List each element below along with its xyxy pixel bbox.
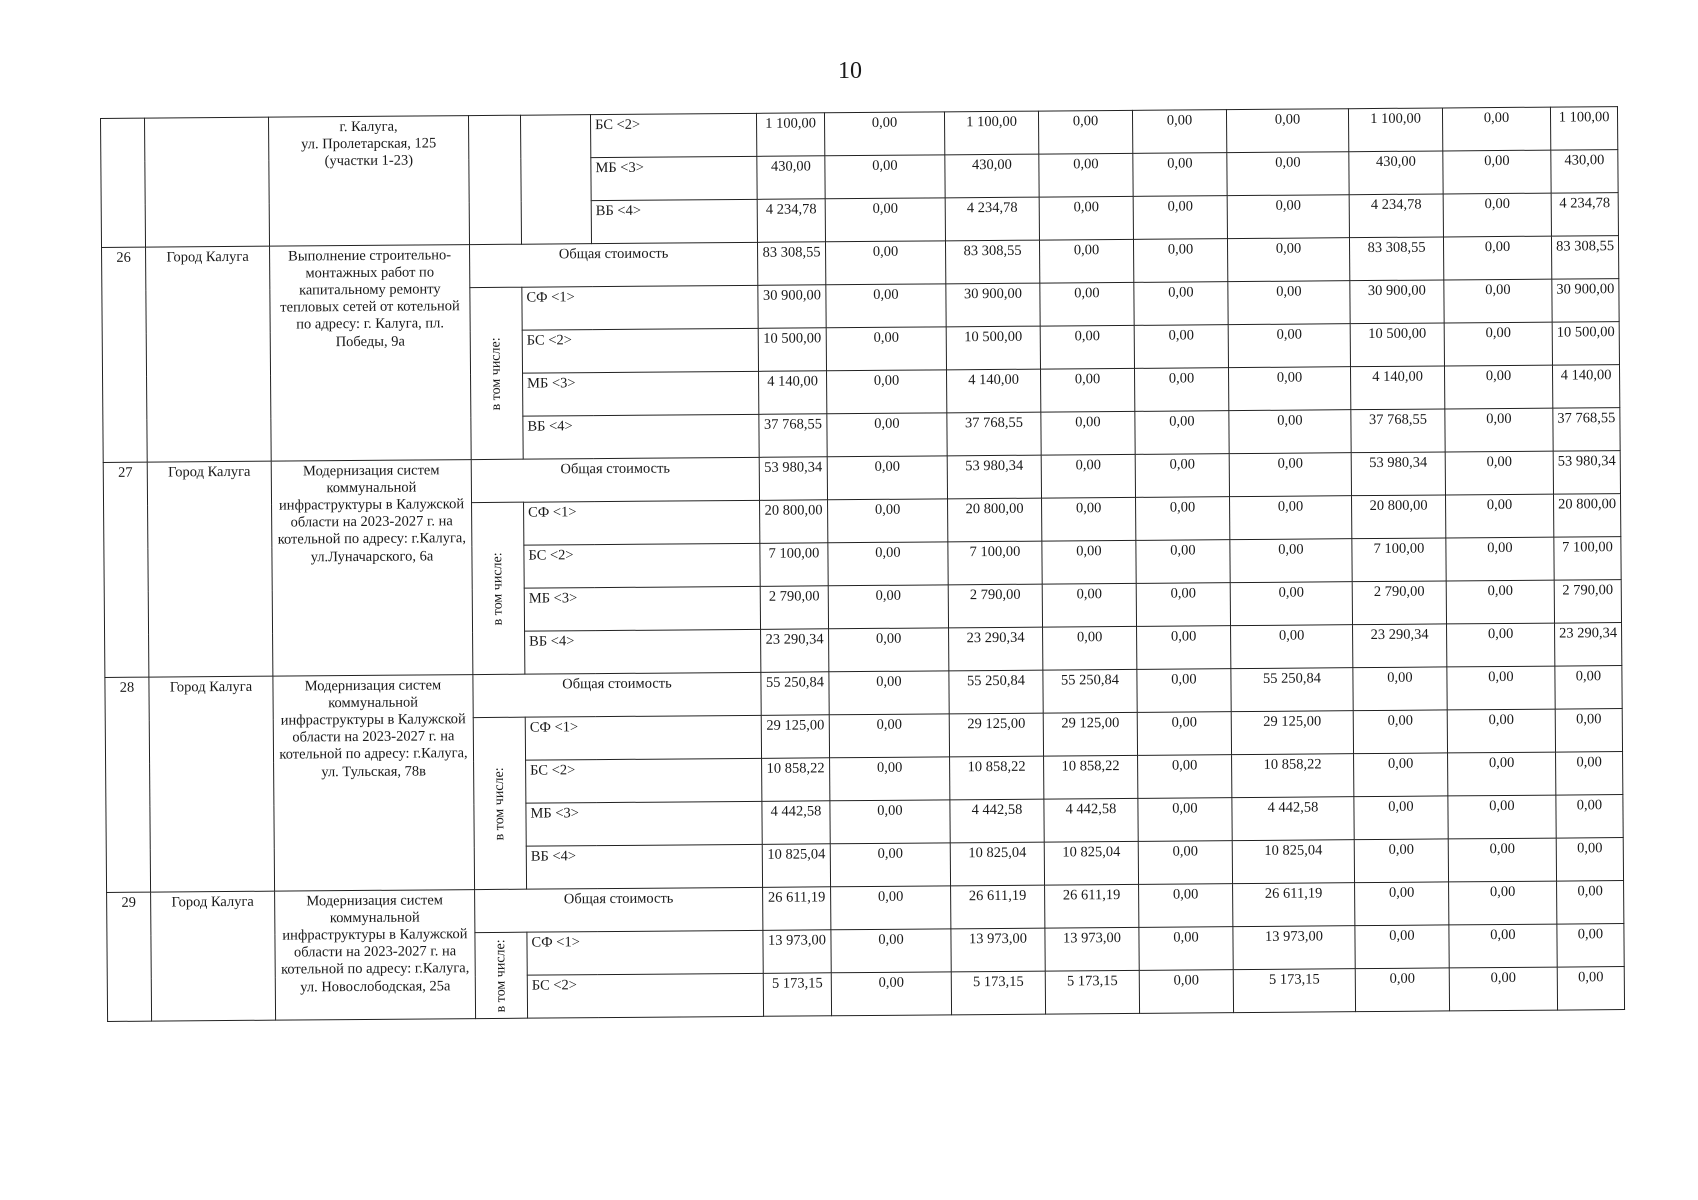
value-cell: 10 500,00 — [1552, 322, 1619, 366]
value-cell: 55 250,84 — [1043, 669, 1137, 713]
value-cell: 0,00 — [1229, 410, 1351, 454]
value-cell: 0,00 — [831, 929, 951, 973]
value-cell: 0,00 — [1353, 667, 1447, 711]
in-total-label: в том числе: — [491, 766, 507, 840]
total-cost-label: Общая стоимость — [470, 242, 758, 287]
value-cell: 4 234,78 — [757, 199, 825, 243]
value-cell: 0,00 — [825, 198, 945, 242]
value-cell: 83 308,55 — [1349, 237, 1443, 281]
funding-source-label: СФ <1> — [525, 715, 761, 760]
value-cell: 430,00 — [1349, 151, 1443, 195]
value-cell: 4 442,58 — [950, 799, 1044, 843]
funding-source-label: МБ <3> — [591, 156, 757, 200]
value-cell: 5 173,15 — [1045, 970, 1139, 1014]
value-cell: 37 768,55 — [947, 412, 1041, 456]
value-cell: 0,00 — [827, 456, 947, 500]
value-cell: 0,00 — [1039, 196, 1133, 240]
value-cell: 0,00 — [1447, 666, 1555, 710]
value-cell: 4 140,00 — [947, 369, 1041, 413]
value-cell: 0,00 — [1228, 324, 1350, 368]
value-cell: 13 973,00 — [1045, 927, 1139, 971]
value-cell: 37 768,55 — [759, 414, 827, 458]
value-cell: 0,00 — [1556, 752, 1623, 796]
in-total-cell — [470, 287, 523, 459]
value-cell: 0,00 — [1556, 838, 1623, 882]
page-number: 10 — [838, 58, 862, 84]
value-cell: 0,00 — [825, 155, 945, 199]
value-cell: 4 442,58 — [1044, 798, 1138, 842]
value-cell: 23 290,34 — [1555, 623, 1622, 667]
value-cell: 0,00 — [1135, 454, 1229, 498]
value-cell: 0,00 — [1135, 411, 1229, 455]
value-cell: 0,00 — [1042, 540, 1136, 584]
value-cell: 0,00 — [1230, 539, 1352, 583]
value-cell: 0,00 — [1136, 540, 1230, 584]
value-cell: 4 442,58 — [1232, 797, 1354, 841]
value-cell: 0,00 — [830, 800, 950, 844]
project-name-cell: Модернизация систем коммунальной инфраструктуры в Калужской области на 2023-2027 г. на котельной по адресу: г.Калуга, ул. Тульская, 78в — [273, 675, 475, 892]
value-cell: 10 825,04 — [1044, 841, 1138, 885]
value-cell: 0,00 — [1041, 368, 1135, 412]
project-name-cell: г. Калуга, ул. Пролетарская, 125 (участки 1-23) — [268, 116, 469, 247]
value-cell: 4 140,00 — [759, 371, 827, 415]
value-cell: 29 125,00 — [1231, 711, 1353, 755]
value-cell: 0,00 — [1230, 496, 1352, 540]
value-cell: 0,00 — [827, 370, 947, 414]
value-cell: 0,00 — [1443, 193, 1551, 237]
value-cell: 1 100,00 — [1550, 107, 1617, 151]
value-cell: 0,00 — [830, 843, 950, 887]
value-cell: 0,00 — [1136, 583, 1230, 627]
value-cell: 5 173,15 — [1233, 969, 1355, 1013]
value-cell: 0,00 — [1353, 710, 1447, 754]
value-cell: 4 234,78 — [1551, 193, 1618, 237]
value-cell: 0,00 — [1227, 152, 1349, 196]
budget-sheet — [100, 106, 1625, 1022]
value-cell: 30 900,00 — [1552, 279, 1619, 323]
value-cell: 10 858,22 — [1232, 754, 1354, 798]
value-cell: 0,00 — [826, 284, 946, 328]
value-cell: 0,00 — [826, 327, 946, 371]
funding-source-label: СФ <1> — [524, 500, 760, 545]
value-cell: 29 125,00 — [761, 715, 829, 759]
value-cell: 4 140,00 — [1350, 366, 1444, 410]
value-cell: 0,00 — [828, 542, 948, 586]
value-cell: 83 308,55 — [945, 240, 1039, 284]
value-cell: 20 800,00 — [948, 498, 1042, 542]
value-cell: 1 100,00 — [756, 113, 824, 157]
value-cell: 5 173,15 — [951, 971, 1045, 1015]
value-cell: 37 768,55 — [1553, 408, 1620, 452]
value-cell: 83 308,55 — [1551, 236, 1618, 280]
value-cell: 0,00 — [1557, 881, 1624, 925]
value-cell: 0,00 — [1040, 325, 1134, 369]
value-cell: 23 290,34 — [1353, 624, 1447, 668]
value-cell: 0,00 — [1043, 626, 1137, 670]
value-cell: 0,00 — [1137, 669, 1231, 713]
value-cell: 13 973,00 — [763, 930, 831, 974]
value-cell: 29 125,00 — [1043, 712, 1137, 756]
value-cell: 0,00 — [1138, 755, 1232, 799]
spacer-cell — [520, 115, 591, 245]
value-cell: 0,00 — [1448, 795, 1556, 839]
value-cell: 4 234,78 — [945, 197, 1039, 241]
value-cell: 0,00 — [827, 413, 947, 457]
funding-source-label: ВБ <4> — [526, 844, 762, 889]
value-cell: 0,00 — [1040, 282, 1134, 326]
total-cost-label: Общая стоимость — [471, 457, 759, 502]
value-cell: 0,00 — [1133, 196, 1227, 240]
funding-source-label: БС <2> — [526, 758, 762, 803]
value-cell: 0,00 — [1227, 238, 1349, 282]
value-cell: 0,00 — [1042, 583, 1136, 627]
value-cell: 30 900,00 — [758, 285, 826, 329]
value-cell: 7 100,00 — [1554, 537, 1621, 581]
value-cell: 0,00 — [1449, 924, 1557, 968]
value-cell: 2 790,00 — [1352, 581, 1446, 625]
value-cell: 0,00 — [824, 112, 944, 156]
value-cell: 0,00 — [1134, 368, 1228, 412]
value-cell: 10 825,04 — [762, 844, 830, 888]
project-name-cell: Выполнение строительно-монтажных работ по капитальному ремонту тепловых сетей от котельной по адресу: г. Калуга, пл. Победы, 9а — [270, 245, 472, 462]
value-cell: 0,00 — [1449, 881, 1557, 925]
value-cell: 2 790,00 — [1554, 580, 1621, 624]
value-cell: 0,00 — [1226, 109, 1348, 153]
value-cell: 0,00 — [831, 886, 951, 930]
funding-source-label: СФ <1> — [522, 285, 758, 330]
value-cell: 37 768,55 — [1351, 409, 1445, 453]
budget-table — [100, 106, 1625, 1022]
value-cell: 0,00 — [1447, 709, 1555, 753]
in-total-label: в том числе: — [487, 336, 504, 410]
value-cell: 7 100,00 — [948, 541, 1042, 585]
value-cell: 0,00 — [1444, 279, 1552, 323]
value-cell: 20 800,00 — [1553, 494, 1620, 538]
value-cell: 430,00 — [757, 156, 825, 200]
value-cell: 0,00 — [1134, 325, 1228, 369]
value-cell: 0,00 — [831, 972, 951, 1016]
value-cell: 26 611,19 — [1233, 883, 1355, 927]
value-cell: 0,00 — [1038, 110, 1132, 154]
value-cell: 0,00 — [1446, 537, 1554, 581]
value-cell: 13 973,00 — [951, 928, 1045, 972]
value-cell: 0,00 — [1041, 454, 1135, 498]
value-cell: 55 250,84 — [949, 670, 1043, 714]
value-cell: 0,00 — [830, 757, 950, 801]
row-number-cell: 28 — [105, 677, 151, 892]
value-cell: 0,00 — [1354, 839, 1448, 883]
municipality-cell: Город Калуга — [151, 891, 276, 1021]
value-cell: 0,00 — [1355, 925, 1449, 969]
in-total-cell — [472, 502, 525, 674]
value-cell: 0,00 — [828, 585, 948, 629]
funding-source-label: ВБ <4> — [523, 414, 759, 459]
value-cell: 10 500,00 — [946, 326, 1040, 370]
value-cell: 1 100,00 — [1348, 108, 1442, 152]
in-total-label: в том числе: — [492, 938, 509, 1012]
value-cell: 55 250,84 — [761, 672, 829, 716]
value-cell: 0,00 — [1136, 497, 1230, 541]
value-cell: 0,00 — [1137, 626, 1231, 670]
value-cell: 0,00 — [1138, 841, 1232, 885]
value-cell: 0,00 — [1134, 282, 1228, 326]
value-cell: 10 500,00 — [758, 328, 826, 372]
in-total-cell — [473, 717, 526, 889]
in-total-label: в том числе: — [489, 551, 506, 625]
value-cell: 0,00 — [1446, 580, 1554, 624]
value-cell: 55 250,84 — [1231, 668, 1353, 712]
municipality-cell: Город Калуга — [149, 676, 275, 892]
value-cell: 23 290,34 — [949, 627, 1043, 671]
value-cell: 13 973,00 — [1233, 926, 1355, 970]
value-cell: 10 858,22 — [950, 756, 1044, 800]
value-cell: 10 858,22 — [762, 758, 830, 802]
value-cell: 20 800,00 — [1352, 495, 1446, 539]
funding-source-label: БС <2> — [590, 113, 756, 157]
project-name-cell: Модернизация систем коммунальной инфраструктуры в Калужской области на 2023-2027 г. на котельной по адресу: г.Калуга, ул. Новослободская, 25а — [275, 890, 476, 1021]
value-cell: 0,00 — [1042, 497, 1136, 541]
value-cell: 0,00 — [1229, 453, 1351, 497]
value-cell: 0,00 — [1354, 796, 1448, 840]
funding-source-label: БС <2> — [522, 328, 758, 373]
value-cell: 4 442,58 — [762, 801, 830, 845]
value-cell: 0,00 — [1444, 365, 1552, 409]
value-cell: 0,00 — [829, 714, 949, 758]
value-cell: 53 980,34 — [947, 455, 1041, 499]
table-body — [101, 107, 1625, 1022]
value-cell: 5 173,15 — [763, 973, 831, 1017]
value-cell: 0,00 — [1354, 753, 1448, 797]
value-cell: 0,00 — [1133, 153, 1227, 197]
value-cell: 26 611,19 — [1045, 884, 1139, 928]
value-cell: 2 790,00 — [948, 584, 1042, 628]
in-total-cell — [468, 115, 521, 244]
value-cell: 0,00 — [1442, 107, 1550, 151]
value-cell: 0,00 — [1228, 367, 1350, 411]
value-cell: 0,00 — [1556, 795, 1623, 839]
project-name-cell: Модернизация систем коммунальной инфраструктуры в Калужской области на 2023-2027 г. на котельной по адресу: г.Калуга, ул.Луначарского, 6а — [271, 460, 473, 677]
value-cell: 0,00 — [1231, 625, 1353, 669]
value-cell: 0,00 — [1448, 752, 1556, 796]
value-cell: 0,00 — [1227, 195, 1349, 239]
value-cell: 10 500,00 — [1350, 323, 1444, 367]
value-cell: 0,00 — [1443, 150, 1551, 194]
value-cell: 0,00 — [1039, 239, 1133, 283]
value-cell: 0,00 — [1041, 411, 1135, 455]
in-total-cell — [475, 932, 528, 1018]
value-cell: 0,00 — [1557, 924, 1624, 968]
value-cell: 0,00 — [1230, 582, 1352, 626]
municipality-cell: Город Калуга — [147, 461, 273, 677]
value-cell: 0,00 — [1228, 281, 1350, 325]
value-cell: 2 790,00 — [760, 586, 828, 630]
value-cell: 0,00 — [1132, 110, 1226, 154]
value-cell: 0,00 — [1555, 666, 1622, 710]
row-number-cell: 29 — [107, 892, 152, 1021]
value-cell: 430,00 — [1551, 150, 1618, 194]
value-cell: 53 980,34 — [1351, 452, 1445, 496]
value-cell: 0,00 — [1355, 882, 1449, 926]
value-cell: 20 800,00 — [760, 500, 828, 544]
value-cell: 0,00 — [829, 628, 949, 672]
value-cell: 29 125,00 — [949, 713, 1043, 757]
value-cell: 0,00 — [1445, 408, 1553, 452]
value-cell: 0,00 — [1445, 451, 1553, 495]
value-cell: 10 858,22 — [1044, 755, 1138, 799]
value-cell: 26 611,19 — [951, 885, 1045, 929]
value-cell: 0,00 — [829, 671, 949, 715]
municipality-cell — [145, 117, 270, 247]
value-cell: 4 140,00 — [1552, 365, 1619, 409]
funding-source-label: БС <2> — [527, 973, 763, 1018]
funding-source-label: СФ <1> — [527, 930, 763, 975]
value-cell: 0,00 — [1449, 967, 1557, 1011]
value-cell: 10 825,04 — [1232, 840, 1354, 884]
funding-source-label: МБ <3> — [524, 586, 760, 631]
value-cell: 0,00 — [1448, 838, 1556, 882]
row-number-cell — [101, 118, 146, 247]
value-cell: 0,00 — [1355, 968, 1449, 1012]
value-cell: 0,00 — [1446, 494, 1554, 538]
value-cell: 0,00 — [1557, 967, 1624, 1011]
value-cell: 0,00 — [1443, 236, 1551, 280]
value-cell: 53 980,34 — [759, 457, 827, 501]
value-cell: 30 900,00 — [1350, 280, 1444, 324]
funding-source-label: МБ <3> — [526, 801, 762, 846]
funding-source-label: МБ <3> — [523, 371, 759, 416]
value-cell: 0,00 — [825, 241, 945, 285]
value-cell: 1 100,00 — [944, 111, 1038, 155]
value-cell: 0,00 — [1447, 623, 1555, 667]
value-cell: 0,00 — [1039, 153, 1133, 197]
value-cell: 0,00 — [1133, 239, 1227, 283]
value-cell: 26 611,19 — [763, 887, 831, 931]
municipality-cell: Город Калуга — [146, 246, 272, 462]
funding-source-label: ВБ <4> — [525, 629, 761, 674]
value-cell: 0,00 — [1138, 798, 1232, 842]
value-cell: 0,00 — [1139, 927, 1233, 971]
row-number-cell: 26 — [102, 247, 148, 462]
value-cell: 7 100,00 — [1352, 538, 1446, 582]
value-cell: 0,00 — [1555, 709, 1622, 753]
value-cell: 0,00 — [828, 499, 948, 543]
value-cell: 4 234,78 — [1349, 194, 1443, 238]
value-cell: 10 825,04 — [950, 842, 1044, 886]
value-cell: 53 980,34 — [1553, 451, 1620, 495]
value-cell: 0,00 — [1444, 322, 1552, 366]
total-cost-label: Общая стоимость — [475, 887, 763, 932]
total-cost-label: Общая стоимость — [473, 672, 761, 717]
value-cell: 0,00 — [1139, 970, 1233, 1014]
value-cell: 0,00 — [1137, 712, 1231, 756]
funding-source-label: БС <2> — [524, 543, 760, 588]
value-cell: 7 100,00 — [760, 543, 828, 587]
value-cell: 83 308,55 — [757, 242, 825, 286]
value-cell: 30 900,00 — [946, 283, 1040, 327]
funding-source-label: ВБ <4> — [591, 199, 757, 243]
value-cell: 430,00 — [945, 154, 1039, 198]
value-cell: 0,00 — [1139, 884, 1233, 928]
value-cell: 23 290,34 — [761, 629, 829, 673]
row-number-cell: 27 — [103, 462, 149, 677]
